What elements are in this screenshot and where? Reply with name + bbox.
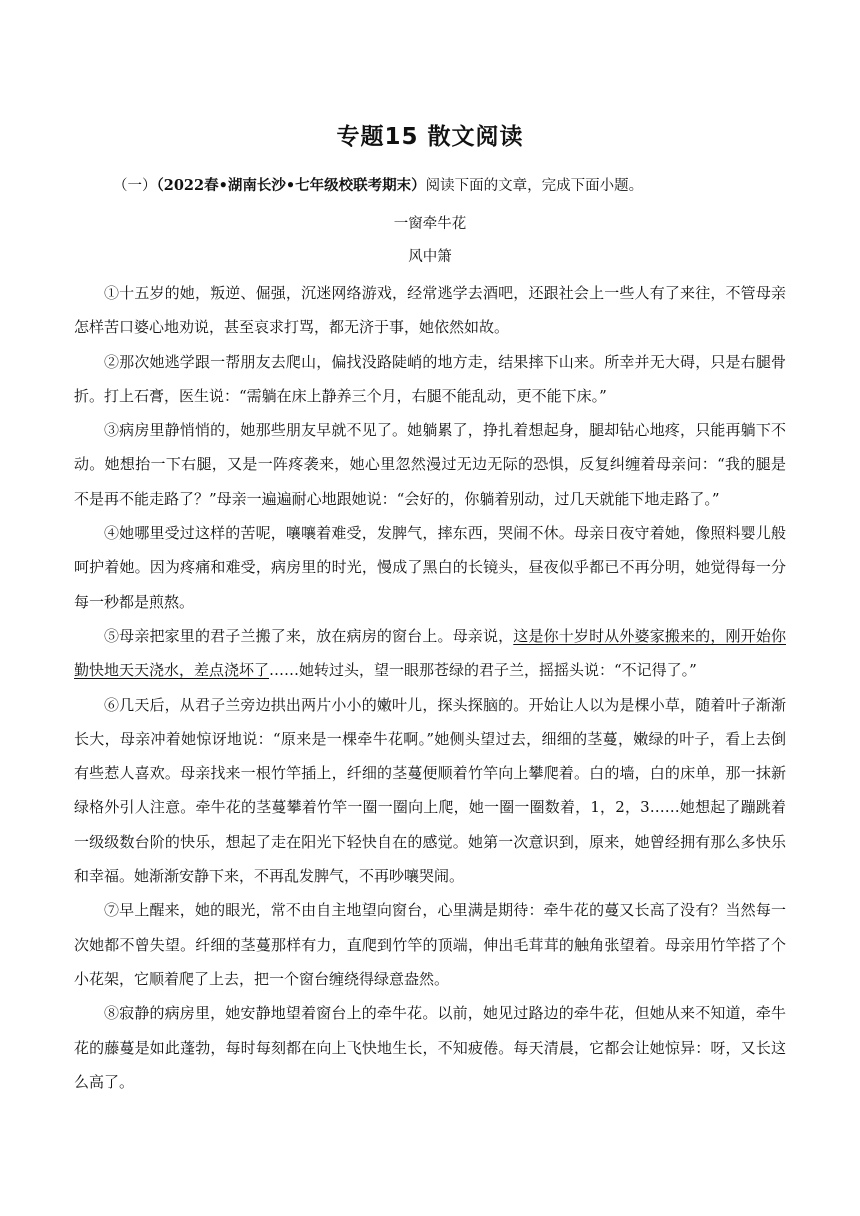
paragraph-5-start: ⑤母亲把家里的君子兰搬了来，放在病房的窗台上。母亲说， (104, 626, 514, 645)
underlined-sentence: 这是你十岁时从外婆家搬来的，刚开始你勤快地天天浇水，差点浇坏了 (74, 626, 786, 680)
paragraph-1: ①十五岁的她，叛逆、倔强，沉迷网络游戏，经常逃学去酒吧，还跟社会上一些人有了来往，不管母亲怎样苦口婆心地劝说，甚至哀求打骂，都无济于事，她依然如故。 (74, 284, 786, 337)
article-author: 风中箫 (408, 249, 452, 265)
paragraph-7: ⑦早上醒来，她的眼光，常不由自主地望向窗台，心里满是期待：牵牛花的蔓又长高了没有？当然每一次她都不曾失望。纤细的茎蔓那样有力，直爬到竹竿的顶端，伸出毛茸茸的触角张望着。母亲用竹竿搭了个小花架，它顺着爬了上去，把一个窗台缠绕得绿意盎然。 (74, 901, 786, 988)
paragraph-2: ②那次她逃学跟一帮朋友去爬山，偏找没路陡峭的地方走，结果摔下山来。所幸并无大碍，只是右腿骨折。打上石膏，医生说：“需躺在床上静养三个月，右腿不能乱动，更不能下床。” (74, 352, 786, 405)
exam-source: （2022春•湖南长沙•七年级校联考期末） (156, 177, 426, 194)
page-title: 专题15 散文阅读 (336, 124, 524, 150)
question-intro (113, 176, 753, 196)
article-title: 一窗牵牛花 (393, 216, 467, 232)
paragraph-3: ③病房里静悄悄的，她那些朋友早就不见了。她躺累了，挣扎着想起身，腿却钻心地疼，只能再躺下不动。她想抬一下右腿，又是一阵疼袭来，她心里忽然漫过无边无际的恐惧，反复纠缠着母亲问：“我的腿是不是再不能走路了？”母亲一遍遍耐心地跟她说：“会好的，你躺着别动，过几天就能下地走路了。” (74, 421, 786, 508)
paragraph-5 (74, 619, 786, 688)
paragraph-8: ⑧寂静的病房里，她安静地望着窗台上的牵牛花。以前，她见过路边的牵牛花，但她从来不知道，牵牛花的藤蔓是如此蓬勃，每时每刻都在向上飞快地生长，不知疲倦。每天清晨，它都会让她惊异：呀，又长这么高了。 (74, 1004, 786, 1091)
paragraph-4: ④她哪里受过这样的苦呢，嚷嚷着难受，发脾气，摔东西，哭闹不休。母亲日夜守着她，像照料婴儿般呵护着她。因为疼痛和难受，病房里的时光，慢成了黑白的长镜头，昼夜似乎都已不再分明，她觉得每一分每一秒都是煎熬。 (74, 524, 786, 611)
article-body (74, 276, 786, 1099)
instruction-text: 阅读下面的文章，完成下面小题。 (425, 178, 644, 194)
section-number: （一） (113, 178, 157, 194)
paragraph-6: ⑥几天后，从君子兰旁边拱出两片小小的嫩叶儿，探头探脑的。开始让人以为是棵小草，随着叶子渐渐长大，母亲冲着她惊讶地说：“原来是一棵牵牛花啊。”她侧头望过去，细细的茎蔓，嫩绿的叶子，看上去倒有些惹人喜欢。母亲找来一根竹竿插上，纤细的茎蔓便顺着竹竿向上攀爬着。白的墙，白的床单，那一抹新绿格外引人注意。牵牛花的茎蔓攀着竹竿一圈一圈向上爬，她一圈一圈数着，1，2，3……她想起了蹦跳着一级级数台阶的快乐，想起了走在阳光下轻快自在的感觉。她第一次意识到，原来，她曾经拥有那么多快乐和幸福。她渐渐安静下来，不再乱发脾气，不再吵嚷哭闹。 (74, 695, 786, 886)
paragraph-5-end: ……她转过头，望一眼那苍绿的君子兰，摇摇头说：“不记得了。” (269, 661, 697, 680)
